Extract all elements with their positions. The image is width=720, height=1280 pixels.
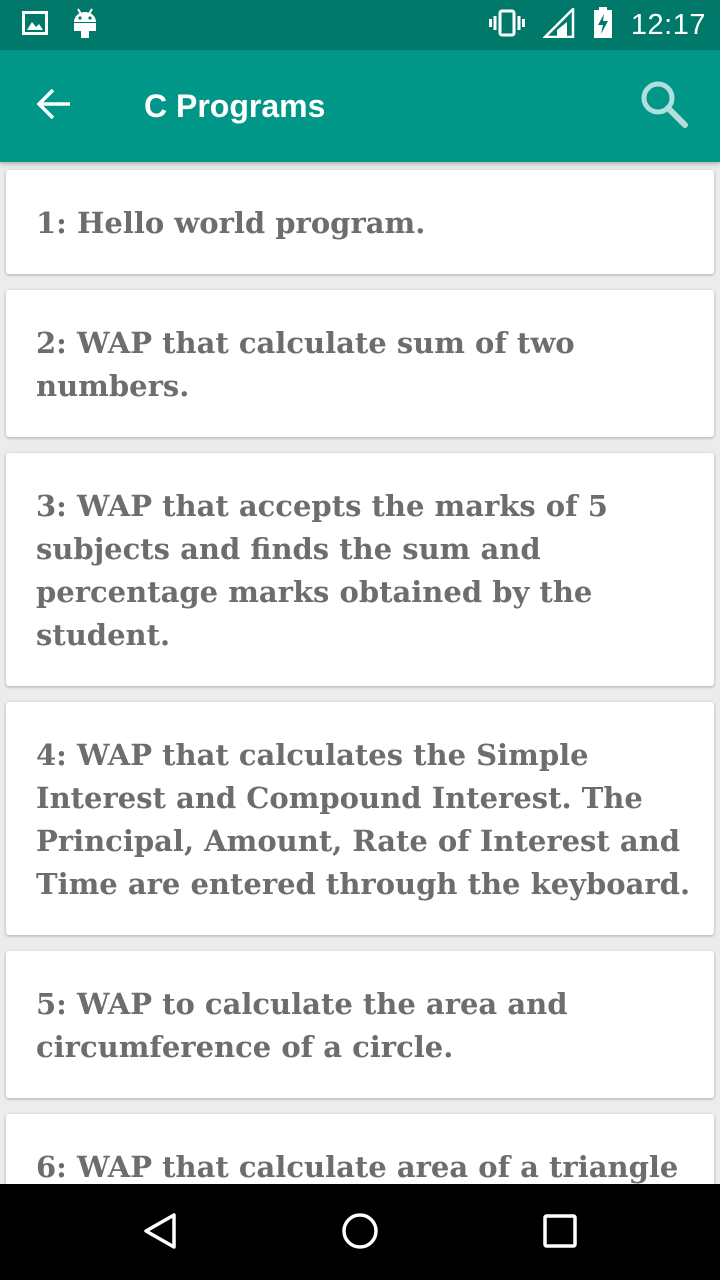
clock: 12:17 bbox=[630, 8, 706, 41]
system-icons bbox=[489, 8, 706, 42]
navigation-bar bbox=[0, 1184, 720, 1280]
image-icon bbox=[22, 11, 48, 40]
battery-charging-icon bbox=[593, 7, 613, 44]
back-button[interactable] bbox=[24, 76, 84, 136]
nav-recents-button[interactable] bbox=[535, 1208, 585, 1258]
list-item-label: 6: WAP that calculate area of a triangle bbox=[36, 1150, 679, 1184]
list-item-label: 5: WAP to calculate the area and circumference of a circle. bbox=[36, 987, 568, 1064]
search-icon bbox=[639, 79, 689, 134]
program-list bbox=[0, 162, 720, 1184]
list-item[interactable] bbox=[6, 951, 714, 1098]
signal-icon bbox=[543, 8, 575, 43]
vibrate-icon bbox=[489, 9, 525, 42]
app-bar bbox=[0, 50, 720, 162]
list-item[interactable] bbox=[6, 290, 714, 437]
nav-home-button[interactable] bbox=[335, 1208, 385, 1258]
recents-square-icon bbox=[540, 1211, 580, 1256]
notification-icons bbox=[22, 10, 98, 40]
list-item-label: 4: WAP that calculates the Simple Interest and Compound Interest. The Principal, Amount, Rate of Interest and Time are entered through the keyboard. bbox=[36, 738, 691, 901]
status-bar bbox=[0, 0, 720, 50]
list-item-label: 3: WAP that accepts the marks of 5 subjects and finds the sum and percentage marks obtained by the student. bbox=[36, 489, 608, 652]
arrow-back-icon bbox=[36, 88, 72, 125]
home-circle-icon bbox=[340, 1211, 380, 1256]
list-item[interactable] bbox=[6, 453, 714, 686]
android-icon bbox=[72, 8, 98, 43]
list-item-label: 1: Hello world program. bbox=[36, 206, 426, 240]
back-triangle-icon bbox=[140, 1211, 180, 1256]
search-button[interactable] bbox=[632, 74, 696, 138]
page-title: C Programs bbox=[144, 88, 326, 124]
list-item-label: 2: WAP that calculate sum of two numbers. bbox=[36, 326, 575, 403]
nav-back-button[interactable] bbox=[135, 1208, 185, 1258]
list-item[interactable] bbox=[6, 170, 714, 274]
list-item[interactable] bbox=[6, 702, 714, 935]
list-item[interactable] bbox=[6, 1114, 714, 1184]
